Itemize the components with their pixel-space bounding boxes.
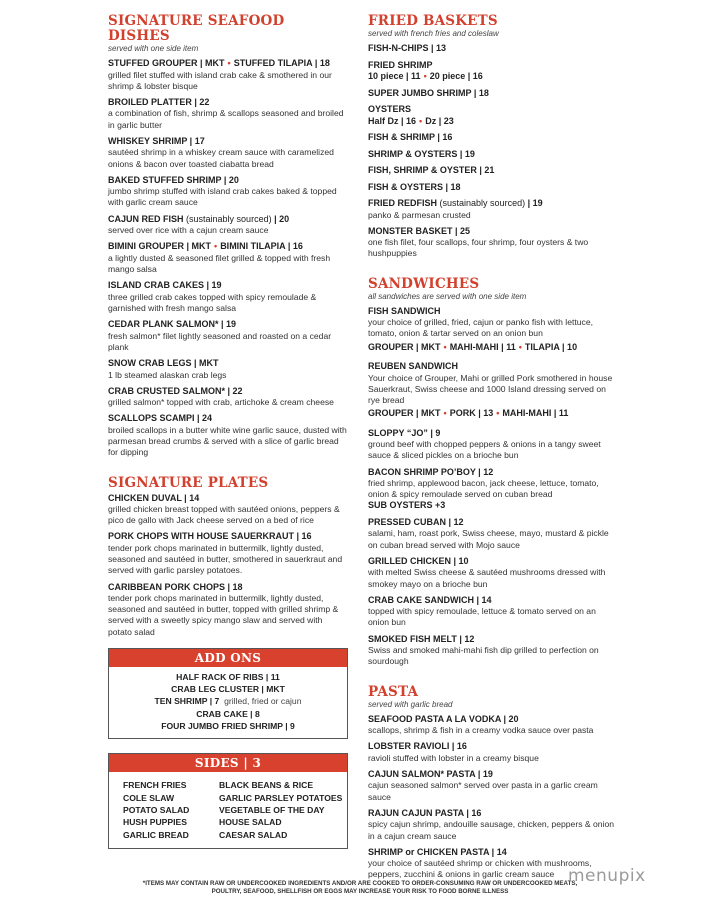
- item-option: Dz | 23: [425, 115, 454, 126]
- item-option: Half Dz | 16: [368, 115, 417, 126]
- menu-item: [108, 58, 348, 92]
- menu-item: [368, 165, 618, 177]
- item-description: grilled filet stuffed with island crab cake & smothered in our shrimp & lobster bisque: [108, 69, 332, 91]
- item-extra: SUB OYSTERS +3: [368, 500, 446, 511]
- item-description: three grilled crab cakes topped with spicy remoulade & garnished with fresh mango salsa: [108, 291, 317, 313]
- side-item: POTATO SALAD: [123, 804, 190, 815]
- menu-item: [368, 198, 618, 221]
- item-description: spicy cajun shrimp, andouille sausage, chicken, peppers & onion in a cajun cream sauce: [368, 819, 615, 841]
- item-name: SEAFOOD PASTA A LA VODKA | 20: [368, 713, 519, 724]
- item-name: SNOW CRAB LEGS | MKT: [108, 358, 219, 369]
- menu-item: [368, 132, 618, 144]
- item-note: (sustainably sourced): [439, 198, 526, 208]
- menu-item: [108, 386, 348, 409]
- menu-item: [368, 226, 618, 260]
- item-name: SUPER JUMBO SHRIMP | 18: [368, 87, 489, 98]
- menu-item: [368, 104, 618, 127]
- addon-name: TEN SHRIMP | 7: [154, 696, 220, 707]
- item-name: FISH & SHRIMP | 16: [368, 132, 453, 142]
- item-description: with melted Swiss cheese & sautéed mushrooms dressed with smokey mayo on a brioche bun: [368, 567, 606, 589]
- section-subtitle: all sandwiches are served with one side item: [368, 291, 527, 301]
- bullet-icon: •: [443, 341, 447, 352]
- item-price: | 19: [527, 198, 543, 208]
- item-description: ravioli stuffed with lobster in a creamy bisque: [368, 752, 539, 763]
- item-description: jumbo shrimp stuffed with island crab cakes baked & topped with garlic cream sauce: [108, 186, 337, 208]
- item-name: FRIED REDFISH: [368, 198, 438, 208]
- item-description: tender pork chops marinated in buttermilk, lightly dusted, seasoned and sautéed in butter, topped with grilled shrimp & served with a sweetly spicy mango slaw and served with potato salad: [108, 593, 339, 637]
- watermark-logo: menupix: [568, 866, 646, 886]
- item-description: one fish filet, four scallops, four shrimp, four oysters & two hushpuppies: [368, 237, 589, 259]
- menu-item: [368, 149, 618, 161]
- side-item: FRENCH FRIES: [123, 780, 187, 791]
- item-name: CRAB CRUSTED SALMON* | 22: [108, 385, 243, 396]
- item-name: BROILED PLATTER | 22: [108, 96, 210, 107]
- item-description: grilled salmon* topped with crab, artichoke & cream cheese: [108, 397, 334, 408]
- item-name: FISH SANDWICH: [368, 305, 441, 316]
- item-description: salami, ham, roast pork, Swiss cheese, mayo, mustard & pickle on cuban bread served with Mojo sauce: [368, 528, 609, 550]
- sides-box: [108, 753, 348, 848]
- item-option: TILAPIA | 10: [524, 341, 578, 352]
- item-option: GROUPER | MKT: [368, 408, 441, 419]
- bullet-icon: •: [227, 58, 231, 68]
- item-description: your choice of grilled, fried, cajun or panko fish with lettuce, tomato, onion & tartar served on an onion bun: [368, 317, 593, 339]
- item-name: BIMINI GROUPER | MKT: [108, 241, 212, 252]
- item-name: RAJUN CAJUN PASTA | 16: [368, 807, 482, 818]
- item-option: 20 piece | 16: [429, 71, 483, 81]
- side-item: COLE SLAW: [123, 792, 175, 803]
- item-description: broiled scallops in a butter white wine garlic sauce, dusted with parmesan bread crumbs & served with a slice of garlic bread for dipping: [108, 424, 347, 458]
- item-name: SCALLOPS SCAMPI | 24: [108, 413, 213, 424]
- menu-item: [368, 88, 618, 100]
- menu-item: [108, 136, 348, 170]
- side-item: HOUSE SALAD: [219, 817, 282, 828]
- item-option: 10 piece | 11: [368, 71, 421, 81]
- menu-item: [368, 428, 618, 462]
- item-description: Swiss and smoked mahi-mahi fish dip grilled to perfection on sourdough: [368, 645, 599, 667]
- item-description: 1 lb steamed alaskan crab legs: [108, 369, 227, 380]
- menu-item: [108, 582, 348, 638]
- item-description: served over rice with a cajun cream sauce: [108, 225, 269, 236]
- item-name: REUBEN SANDWICH: [368, 361, 458, 372]
- menu-item: [108, 531, 348, 576]
- section-signature-plates: [108, 476, 348, 638]
- item-alt-name: STUFFED TILAPIA | 18: [233, 58, 330, 68]
- menu-item: [368, 634, 618, 668]
- menu-item: [108, 97, 348, 131]
- item-name: CEDAR PLANK SALMON* | 19: [108, 319, 237, 330]
- item-alt-name: BIMINI TILAPIA | 16: [220, 241, 303, 252]
- menu-item: [368, 808, 618, 842]
- item-option: MAHI-MAHI | 11: [449, 341, 516, 352]
- item-description: your choice of sautéed shrimp or chicken with mushrooms, peppers, zucchini & onions in garlic cream sauce: [368, 858, 592, 880]
- item-name: CARIBBEAN PORK CHOPS | 18: [108, 581, 243, 592]
- side-item: HUSH PUPPIES: [123, 817, 187, 828]
- item-name: FISH, SHRIMP & OYSTER | 21: [368, 165, 495, 175]
- side-item: GARLIC BREAD: [123, 829, 189, 840]
- bullet-icon: •: [419, 115, 423, 126]
- section-subtitle: served with one side item: [108, 44, 199, 53]
- box-header: SIDES | 3: [109, 754, 347, 772]
- item-name: SHRIMP or CHICKEN PASTA | 14: [368, 846, 507, 857]
- addon-item: CRAB CAKE | 8: [196, 708, 260, 719]
- menu-item: [368, 741, 618, 764]
- item-option: MAHI-MAHI | 11: [502, 408, 569, 419]
- item-name: CHICKEN DUVAL | 14: [108, 492, 200, 503]
- item-name: FISH & OYSTERS | 18: [368, 181, 461, 192]
- item-option: GROUPER | MKT: [368, 341, 441, 352]
- menu-item: [368, 467, 618, 512]
- addon-note: grilled, fried or cajun: [224, 696, 302, 707]
- side-item: BLACK BEANS & RICE: [219, 780, 314, 791]
- addon-item: [109, 695, 347, 707]
- item-description: topped with spicy remoulade, lettuce & tomato served on an onion bun: [368, 606, 596, 628]
- item-name: PRESSED CUBAN | 12: [368, 516, 464, 527]
- item-description: panko & parmesan crusted: [368, 209, 471, 220]
- item-name: SHRIMP & OYSTERS | 19: [368, 148, 475, 159]
- menu-item: [108, 175, 348, 209]
- box-header: ADD ONS: [109, 649, 347, 667]
- item-description: fresh salmon* filet lightly seasoned and roasted on a cedar plank: [108, 330, 332, 352]
- item-name: PORK CHOPS WITH HOUSE SAUERKRAUT | 16: [108, 531, 312, 542]
- item-description: sautéed shrimp in a whiskey cream sauce with caramelized onions & bacon over toasted ciabatta bread: [108, 147, 334, 169]
- item-name: FISH-N-CHIPS | 13: [368, 43, 447, 53]
- section-title: SANDWICHES: [368, 275, 480, 292]
- menu-item: [108, 319, 348, 353]
- bullet-icon: •: [443, 408, 447, 419]
- menu-item: [108, 214, 348, 237]
- item-price: | 20: [274, 213, 290, 224]
- addon-item: CRAB LEG CLUSTER | MKT: [171, 684, 285, 695]
- item-name: MONSTER BASKET | 25: [368, 225, 471, 236]
- item-description: a lightly dusted & seasoned filet grilled & topped with fresh mango salsa: [108, 252, 331, 275]
- section-subtitle: served with french fries and coleslaw: [368, 29, 499, 38]
- item-name: BACON SHRIMP PO’BOY | 12: [368, 466, 494, 477]
- section-fried-baskets: [368, 14, 618, 260]
- menu-item: [368, 182, 618, 194]
- menu-item: [108, 241, 348, 275]
- item-description: tender pork chops marinated in buttermilk, lightly dusted, seasoned and sautéed in butter, smothered in sauerkraut and served with garlic parsley potatoes.: [108, 542, 343, 576]
- item-name: ISLAND CRAB CAKES | 19: [108, 280, 222, 291]
- item-name: SLOPPY “JO” | 9: [368, 427, 441, 438]
- item-name: WHISKEY SHRIMP | 17: [108, 135, 205, 146]
- bullet-icon: •: [518, 341, 522, 352]
- item-name: CAJUN SALMON* PASTA | 19: [368, 768, 493, 779]
- bullet-icon: •: [496, 408, 500, 419]
- menu-item: [368, 517, 618, 551]
- bullet-icon: •: [423, 71, 427, 81]
- item-name: GRILLED CHICKEN | 10: [368, 555, 469, 566]
- item-option: PORK | 13: [449, 408, 494, 419]
- item-description: a combination of fish, shrimp & scallops seasoned and broiled in garlic butter: [108, 108, 344, 130]
- menu-item: [368, 361, 618, 420]
- item-name: CRAB CAKE SANDWICH | 14: [368, 594, 492, 605]
- menu-item: [108, 493, 348, 527]
- menu-item: [108, 413, 348, 458]
- section-sandwiches: [368, 277, 618, 668]
- side-item: GARLIC PARSLEY POTATOES: [219, 792, 343, 803]
- addon-item: HALF RACK OF RIBS | 11: [176, 671, 280, 682]
- item-note: (sustainably sourced): [186, 213, 272, 224]
- section-title: SIGNATURE SEAFOOD DISHES: [108, 13, 285, 44]
- item-description: ground beef with chopped peppers & onions in a tangy sweet sauce & sliced pickles on a brioche bun: [368, 439, 601, 461]
- bullet-icon: •: [214, 241, 218, 252]
- item-description: fried shrimp, applewood bacon, jack cheese, lettuce, tomato, onion & spicy remoulade served on cuban bread: [368, 478, 599, 500]
- section-title: PASTA: [368, 683, 419, 700]
- section-title: FRIED BASKETS: [368, 13, 498, 29]
- menu-item: [368, 769, 618, 803]
- item-description: scallops, shrimp & fish in a creamy vodka sauce over pasta: [368, 725, 594, 736]
- left-column: [108, 14, 348, 849]
- side-item: CAESAR SALAD: [219, 829, 288, 840]
- menu-item: [368, 306, 618, 353]
- right-column: [368, 14, 618, 886]
- item-name: SMOKED FISH MELT | 12: [368, 633, 475, 644]
- allergen-disclaimer: *ITEMS MAY CONTAIN RAW OR UNDERCOOKED INGREDIENTS AND/OR ARE COOKED TO ORDER-CONSUMING RAW OR UNDERCOOKED MEATS, POULTRY, SEAFOOD, SHELLFISH OR EGGS MAY INCREASE YOUR RISK TO FOOD BORNE ILLNESS: [142, 880, 578, 895]
- menu-item: [368, 60, 618, 83]
- section-pasta: [368, 685, 618, 881]
- item-name: LOBSTER RAVIOLI | 16: [368, 741, 467, 752]
- section-title: SIGNATURE PLATES: [108, 474, 269, 491]
- side-item: VEGETABLE OF THE DAY: [219, 804, 325, 815]
- menu-item: [108, 358, 348, 381]
- item-name: STUFFED GROUPER | MKT: [108, 58, 225, 68]
- menu-item: [368, 43, 618, 55]
- menu-item: [368, 595, 618, 629]
- item-name: OYSTERS: [368, 104, 412, 114]
- item-name: BAKED STUFFED SHRIMP | 20: [108, 174, 239, 185]
- menu-item: [368, 714, 618, 737]
- section-signature-seafood: [108, 14, 348, 459]
- menu-item: [108, 280, 348, 314]
- item-description: grilled chicken breast topped with sautéed onions, peppers & pico de gallo with Jack cheese served on a bed of rice: [108, 504, 340, 526]
- section-subtitle: served with garlic bread: [368, 699, 453, 709]
- addon-item: FOUR JUMBO FRIED SHRIMP | 9: [161, 721, 295, 732]
- add-ons-box: [108, 648, 348, 739]
- item-name: FRIED SHRIMP: [368, 59, 433, 70]
- item-name: CAJUN RED FISH: [108, 213, 184, 224]
- item-description: cajun seasoned salmon* served over pasta in a garlic cream sauce: [368, 780, 598, 802]
- item-description: Your choice of Grouper, Mahi or grilled Pork smothered in house Sauerkraut, Swiss cheese and 1000 Island dressing served on rye bread: [368, 372, 613, 405]
- menu-item: [368, 556, 618, 590]
